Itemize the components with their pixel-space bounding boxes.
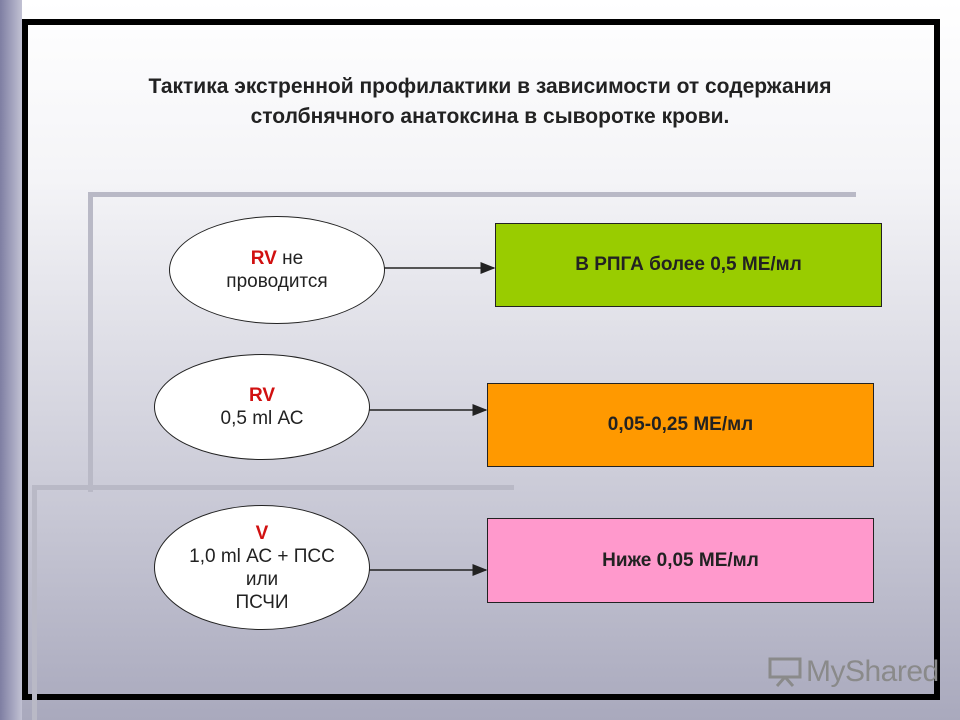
ellipse-rv-0-5: [154, 354, 370, 460]
ellipse-line: или: [245, 568, 279, 590]
ellipse-bold-label: RV: [248, 385, 276, 406]
ellipse-inline-text: не: [276, 248, 304, 269]
ellipse-line: 1,0 ml АС + ПСС: [189, 545, 335, 567]
box-text: Ниже 0,05 МЕ/мл: [602, 549, 759, 571]
ellipse-v-1-0: [154, 505, 370, 630]
watermark-text: MyShared: [806, 655, 939, 688]
box-below-0-05: [487, 518, 874, 603]
ellipse-bold-label: V: [255, 522, 269, 544]
ellipse-rv-none: [169, 216, 385, 324]
title-line-1: Тактика экстренной профилактики в зависимости от содержания: [148, 75, 832, 98]
ellipse-bold-label: RV: [250, 248, 277, 269]
projector-screen-icon: [768, 657, 802, 687]
box-0-05-0-25: [487, 383, 874, 467]
box-text: В РПГА более 0,5 МЕ/мл: [575, 254, 802, 275]
ellipse-line: ПСЧИ: [235, 591, 289, 613]
box-text: 0,05-0,25 МЕ/мл: [607, 414, 754, 435]
ellipse-line: 0,5 ml АС: [220, 408, 304, 429]
box-above-0-5: [495, 223, 882, 307]
title-line-2: столбнячного анатоксина в сыворотке крови.: [250, 105, 730, 128]
watermark-logo: [768, 655, 939, 689]
ellipse-line: проводится: [226, 271, 328, 292]
